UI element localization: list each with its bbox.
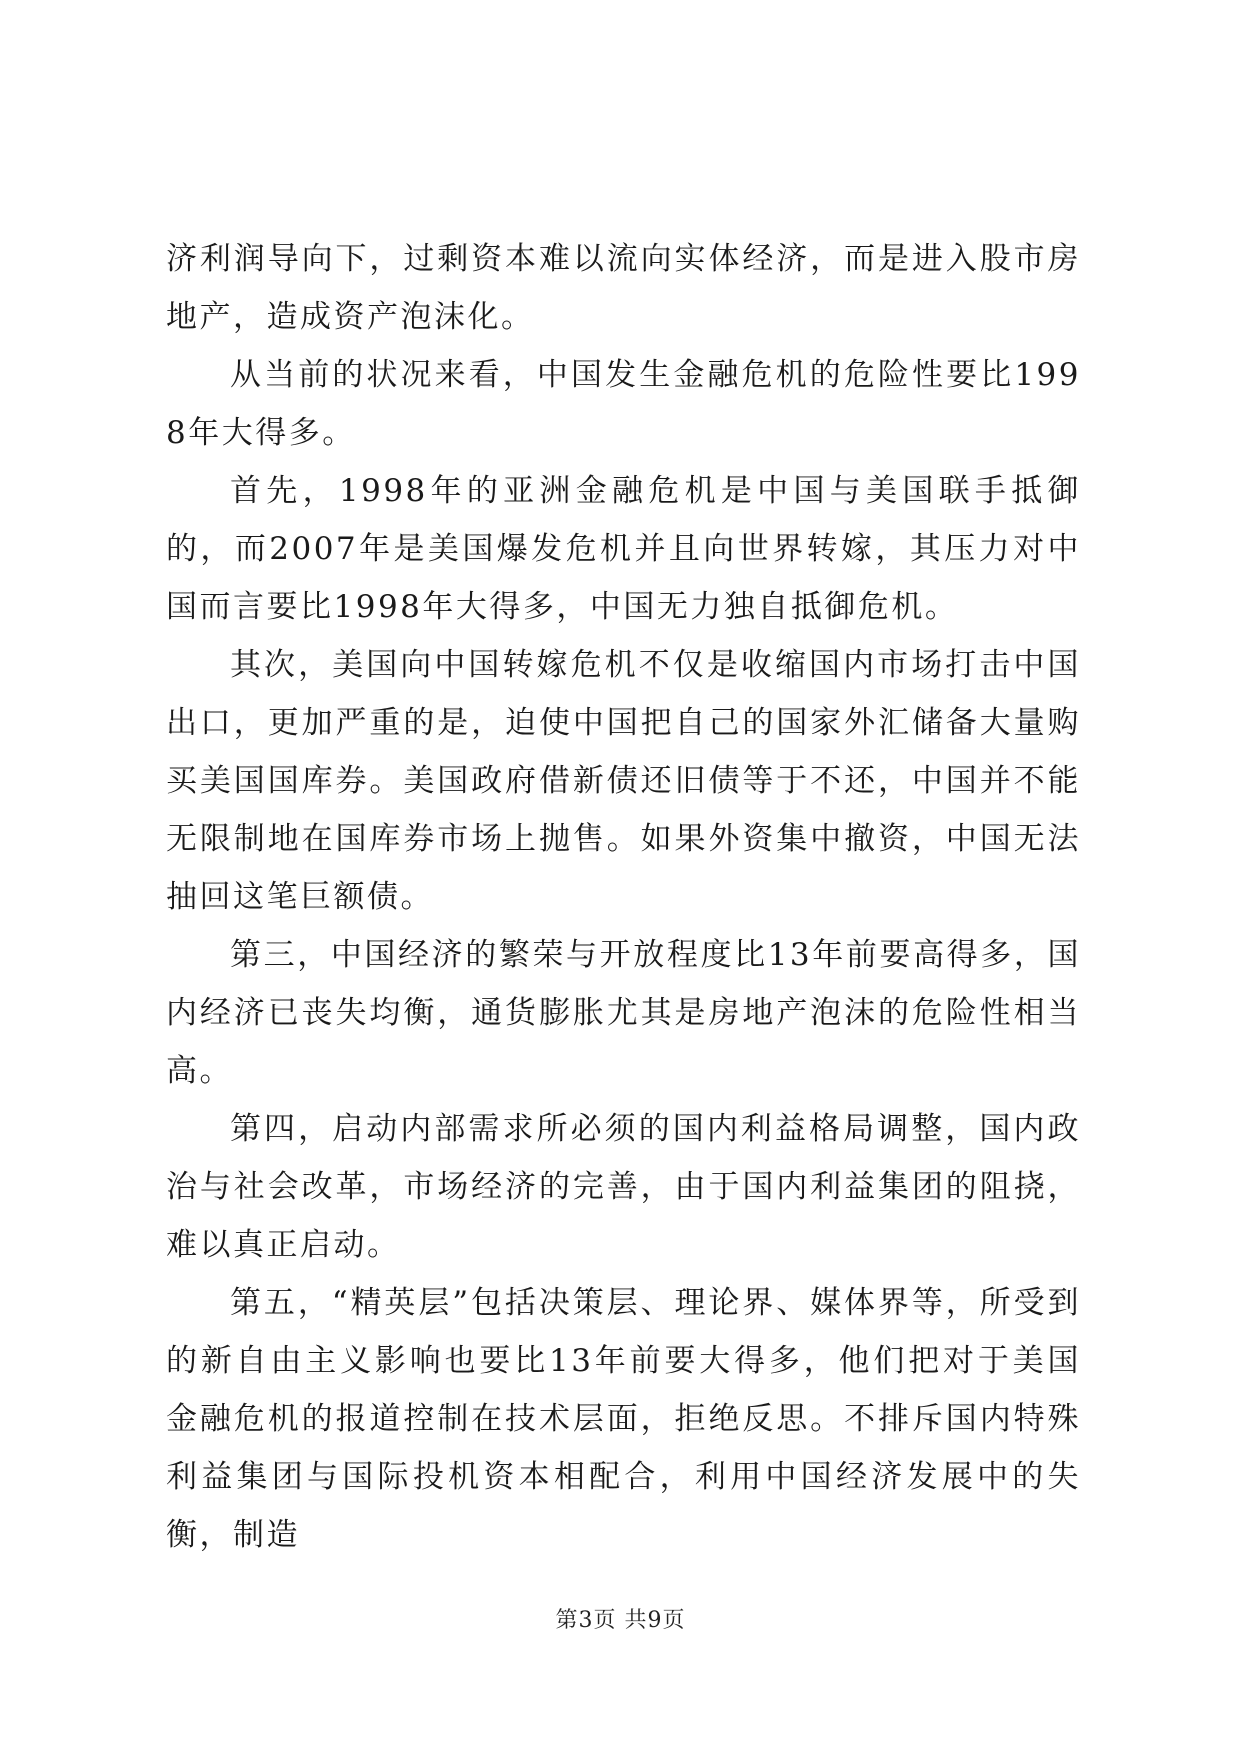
paragraph-third-point: 第三，中国经济的繁荣与开放程度比13年前要高得多，国内经济已丧失均衡，通货膨胀尤其是房地产泡沫的危险性相当高。 [166,937,1081,1089]
document-body [166,230,1081,1564]
paragraph-crisis-risk: 从当前的状况来看，中国发生金融危机的危险性要比1998年大得多。 [166,357,1081,451]
paragraph-fourth-point: 第四，启动内部需求所必须的国内利益格局调整，国内政治与社会改革，市场经济的完善，由于国内利益集团的阻挠，难以真正启动。 [166,1111,1081,1263]
paragraph-fifth-point: 第五，“精英层”包括决策层、理论界、媒体界等，所受到的新自由主义影响也要比13年前要大得多，他们把对于美国金融危机的报道控制在技术层面，拒绝反思。不排斥国内特殊利益集团与国际投机资本相配合，利用中国经济发展中的失衡，制造 [166,1285,1081,1553]
paragraph-first-point: 首先，1998年的亚洲金融危机是中国与美国联手抵御的，而2007年是美国爆发危机并且向世界转嫁，其压力对中国而言要比1998年大得多，中国无力独自抵御危机。 [166,473,1081,625]
page-number-footer: 第3页 共9页 [555,1608,686,1633]
paragraph-second-point: 其次，美国向中国转嫁危机不仅是收缩国内市场打击中国出口，更加严重的是，迫使中国把自己的国家外汇储备大量购买美国国库券。美国政府借新债还旧债等于不还，中国并不能无限制地在国库券市场上抛售。如果外资集中撤资，中国无法抽回这笔巨额债。 [166,647,1081,915]
paragraph-continuation: 济利润导向下，过剩资本难以流向实体经济，而是进入股市房地产，造成资产泡沫化。 [166,241,1081,335]
